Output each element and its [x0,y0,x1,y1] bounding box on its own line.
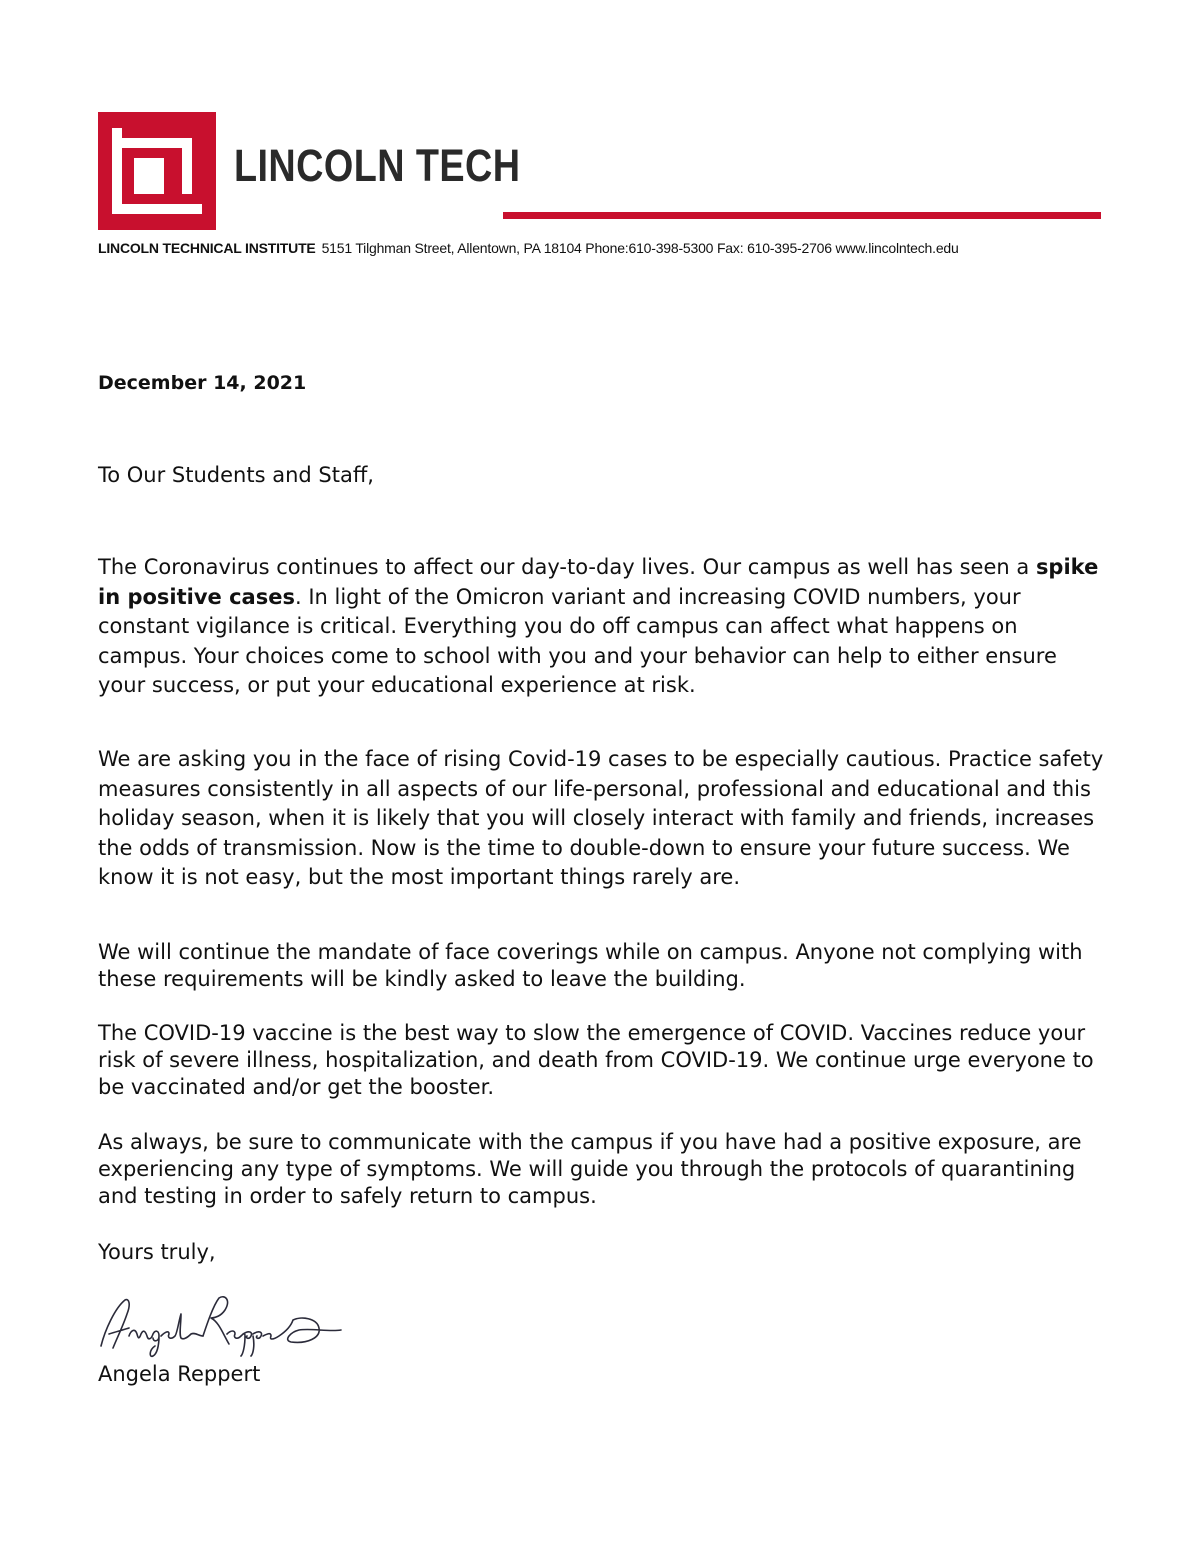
letterhead-address [98,240,959,256]
header-rule [503,212,1101,219]
paragraph-1-end: . In light of the Omicron variant and increasing COVID numbers, your constant vigilance is critical. Everything you do off campus can affect what happens on campus. Your choices come to school with you and your behavior can help to either ensure your success, or put your educational experience at risk. [98,584,1057,697]
paragraph-2: We are asking you in the face of rising Covid-19 cases to be especially cautious. Practice safety measures consistently in all aspects of our life-personal, professional and educational and this holiday season, when it is likely that you will closely interact with family and friends, increases the odds of transmission. Now is the time to double-down to ensure your future success. We know it is not easy, but the most important things rarely are. [98,747,1104,889]
paragraph-4: The COVID-19 vaccine is the best way to slow the emergence of COVID. Vaccines reduce your risk of severe illness, hospitalization, and death from COVID-19. We continue urge everyone to be vaccinated and/or get the booster. [98,1021,1094,1099]
salutation: To Our Students and Staff, [98,463,374,487]
address-line: 5151 Tilghman Street, Allentown, PA 18104 Phone:610-398-5300 Fax: 610-395-2706 www.lincolntech.edu [321,240,959,256]
lincoln-tech-logo-icon [98,112,216,230]
paragraph-1-emphasis: spike in positive cases [98,555,1099,609]
handwritten-signature [95,1290,345,1362]
paragraph-1-start: The Coronavirus continues to affect our day-to-day lives. Our campus as well has seen a [98,555,1036,579]
letter-date: December 14, 2021 [98,372,307,394]
logo-wordmark: LINCOLN TECH [234,140,521,191]
paragraph-3: We will continue the mandate of face coverings while on campus. Anyone not complying with these requirements will be kindly asked to leave the building. [98,940,1083,991]
signer-name: Angela Reppert [98,1362,261,1386]
paragraph-5: As always, be sure to communicate with the campus if you have had a positive exposure, are experiencing any type of symptoms. We will guide you through the protocols of quarantining and testing in order to safely return to campus. [98,1130,1082,1208]
paragraph-1 [98,553,1108,701]
closing: Yours truly, [98,1240,216,1264]
institute-name: LINCOLN TECHNICAL INSTITUTE [98,240,316,256]
